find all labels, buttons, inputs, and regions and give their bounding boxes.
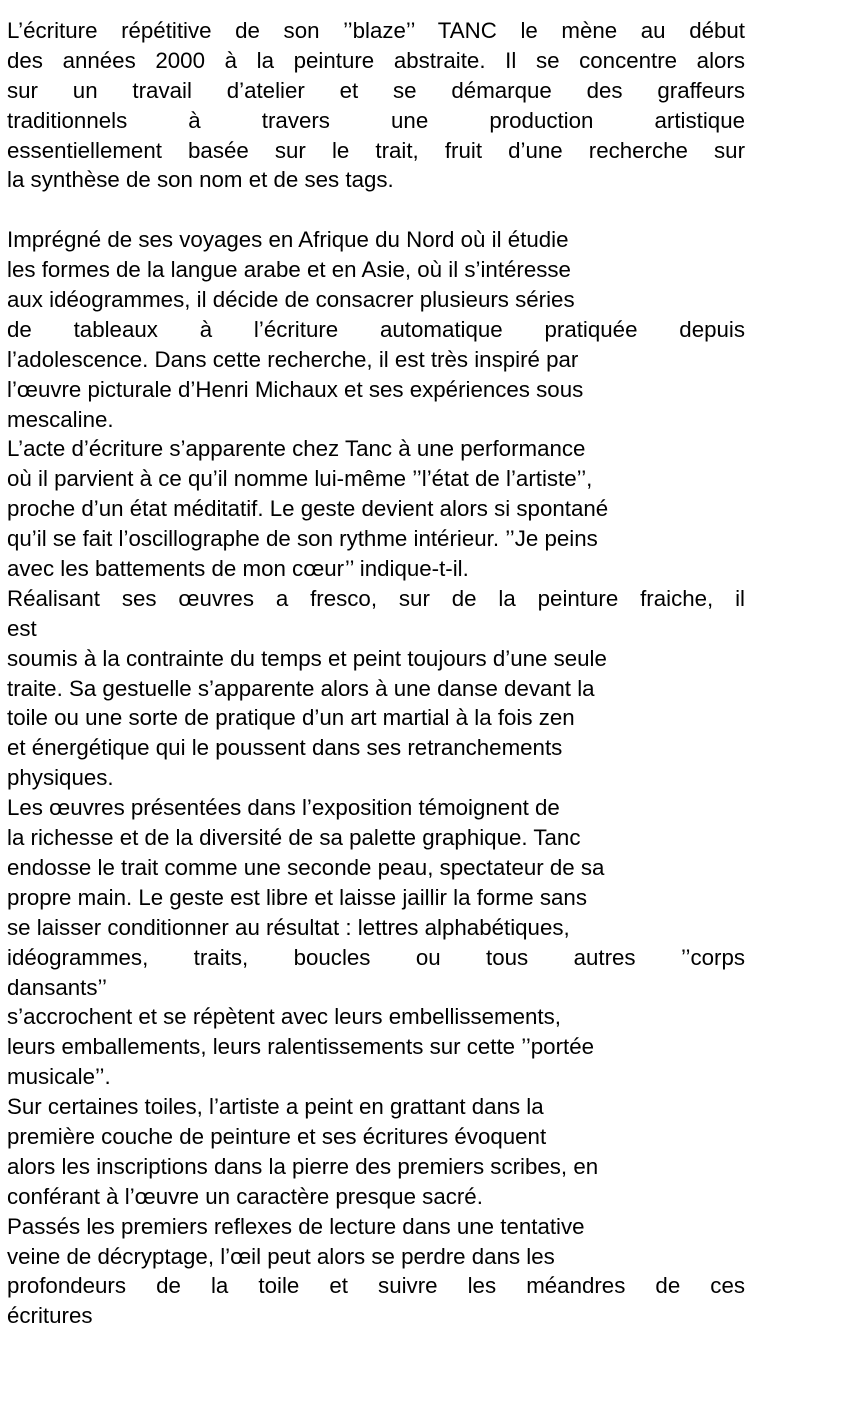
text-line: les formes de la langue arabe et en Asie, où il s’intéresse [7, 257, 571, 283]
text-line: l’adolescence. Dans cette recherche, il est très inspiré par [7, 346, 579, 372]
text-line: Sur certaines toiles, l’artiste a peint en grattant dans la [7, 1094, 544, 1120]
text-line: des années 2000 à la peinture abstraite. Il se concentre alors [7, 47, 745, 73]
text-line: leurs emballements, leurs ralentissements sur cette ’’portée [7, 1034, 595, 1060]
text-line: proche d’un état méditatif. Le geste devient alors si spontané [7, 496, 609, 522]
document-body [7, 16, 745, 1331]
text-line: toile ou une sorte de pratique d’un art martial à la fois zen [7, 705, 575, 731]
text-line: qu’il se fait l’oscillographe de son rythme intérieur. ’’Je peins [7, 526, 598, 552]
text-line: dansants’’ [7, 974, 107, 1000]
text-line: la richesse et de la diversité de sa palette graphique. Tanc [7, 825, 581, 851]
text-line: Réalisant ses œuvres a fresco, sur de la peinture fraiche, il [7, 585, 745, 611]
text-line: première couche de peinture et ses écritures évoquent [7, 1123, 547, 1149]
text-line: sur un travail d’atelier et se démarque des graffeurs [7, 77, 745, 103]
text-line: essentiellement basée sur le trait, fruit d’une recherche sur [7, 137, 745, 163]
text-line: se laisser conditionner au résultat : lettres alphabétiques, [7, 914, 570, 940]
text-line: mescaline. [7, 406, 114, 432]
text-line: conférant à l’œuvre un caractère presque sacré. [7, 1183, 483, 1209]
text-line: physiques. [7, 765, 114, 791]
text-line: l’œuvre picturale d’Henri Michaux et ses expériences sous [7, 376, 584, 402]
blank-line [7, 195, 745, 225]
text-line: la synthèse de son nom et de ses tags. [7, 167, 394, 193]
text-line: profondeurs de la toile et suivre les méandres de ces [7, 1273, 745, 1299]
text-line: avec les battements de mon cœur’’ indique-t-il. [7, 556, 469, 582]
text-line: Passés les premiers reflexes de lecture dans une tentative [7, 1213, 585, 1239]
text-line: où il parvient à ce qu’il nomme lui-même ’’l’état de l’artiste’’, [7, 466, 593, 492]
text-line: écritures [7, 1303, 93, 1329]
text-line: Imprégné de ses voyages en Afrique du Nord où il étudie [7, 227, 569, 253]
text-line: et énergétique qui le poussent dans ses retranchements [7, 735, 563, 761]
text-line: L’acte d’écriture s’apparente chez Tanc à une performance [7, 436, 586, 462]
text-line: L’écriture répétitive de son ’’blaze’’ TANC le mène au début [7, 18, 745, 43]
text-line: s’accrochent et se répètent avec leurs embellissements, [7, 1004, 561, 1030]
text-line: aux idéogrammes, il décide de consacrer plusieurs séries [7, 287, 575, 313]
text-line: est [7, 615, 37, 641]
text-line: alors les inscriptions dans la pierre des premiers scribes, en [7, 1153, 599, 1179]
text-line: de tableaux à l’écriture automatique pratiquée depuis [7, 316, 745, 342]
text-line: endosse le trait comme une seconde peau, spectateur de sa [7, 854, 605, 880]
text-line: musicale’’. [7, 1064, 111, 1090]
text-line: veine de décryptage, l’œil peut alors se perdre dans les [7, 1243, 555, 1269]
text-line: traite. Sa gestuelle s’apparente alors à une danse devant la [7, 675, 595, 701]
text-line: soumis à la contrainte du temps et peint toujours d’une seule [7, 645, 607, 671]
text-line: idéogrammes, traits, boucles ou tous autres ’’corps [7, 944, 745, 970]
text-line: traditionnels à travers une production artistique [7, 107, 745, 133]
text-line: Les œuvres présentées dans l’exposition témoignent de [7, 795, 560, 821]
text-line: propre main. Le geste est libre et laisse jaillir la forme sans [7, 884, 587, 910]
